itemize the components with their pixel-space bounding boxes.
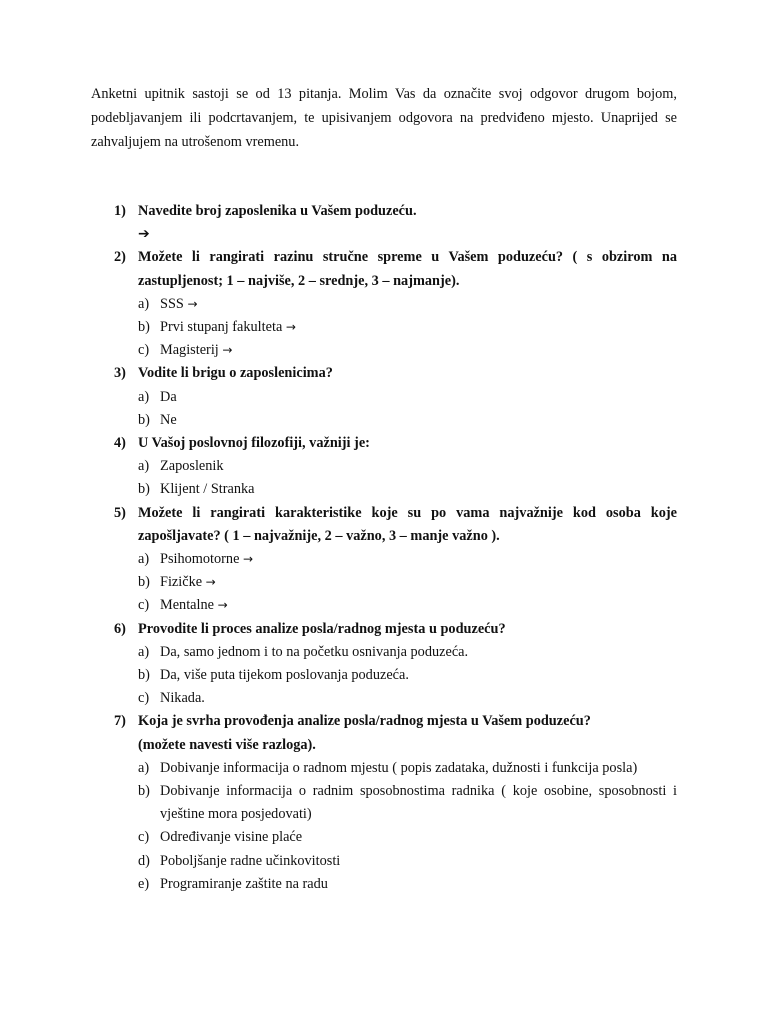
option-text: Ne xyxy=(160,411,177,428)
question-2-text: Možete li rangirati razinu stručne spreme u Vašem poduzeću? ( s obzirom na zastupljenost; 1 – najviše, 2 – srednje, 3 – najmanje). xyxy=(138,249,677,289)
option-text: Da, više puta tijekom poslovanja poduzeća. xyxy=(160,667,409,684)
question-3-option-b[interactable] xyxy=(91,409,677,432)
option-letter: a) xyxy=(138,458,150,475)
question-2-number: 2) xyxy=(114,249,126,266)
question-7-option-b[interactable] xyxy=(91,780,677,826)
option-letter: b) xyxy=(138,783,150,800)
question-6-option-b[interactable] xyxy=(91,664,677,687)
arrow-right-icon: → xyxy=(217,598,228,613)
answer-arrow-icon: ➔ xyxy=(138,226,150,243)
option-letter: b) xyxy=(138,667,150,684)
question-3-heading xyxy=(91,362,677,385)
question-7-option-e[interactable] xyxy=(91,873,677,896)
question-6-heading xyxy=(91,618,677,641)
option-letter: c) xyxy=(138,342,150,359)
arrow-right-icon: → xyxy=(187,296,198,311)
question-1-text: Navedite broj zaposlenika u Vašem poduzeću. xyxy=(138,203,417,219)
option-letter: a) xyxy=(138,551,150,568)
questions-list xyxy=(91,200,677,896)
intro-paragraph: Anketni upitnik sastoji se od 13 pitanja. Molim Vas da označite svoj odgovor drugom bojom, podebljavanjem ili podcrtavanjem, te upisivanjem odgovora na predviđeno mjesto. Unaprijed se zahvaljujem na utrošenom vremenu. xyxy=(91,86,677,150)
question-3-text: Vodite li brigu o zaposlenicima? xyxy=(138,365,333,382)
question-5-text: Možete li rangirati karakteristike koje su po vama najvažnije kod osoba koje zapošljavate? ( 1 – najvažnije, 2 – važno, 3 – manje važno ). xyxy=(138,504,677,544)
arrow-right-icon: → xyxy=(285,320,296,335)
question-7-text: Koja je svrha provođenja analize posla/radnog mjesta u Vašem poduzeću? xyxy=(138,713,591,730)
question-6-option-a[interactable] xyxy=(91,641,677,664)
option-text: Programiranje zaštite na radu xyxy=(160,875,328,892)
question-4-text: U Vašoj poslovnoj filozofiji, važniji je: xyxy=(138,435,370,452)
option-letter: c) xyxy=(138,829,150,846)
option-text: Psihomotorne xyxy=(160,551,240,568)
question-4 xyxy=(91,432,677,502)
option-text: Dobivanje informacija o radnim sposobnostima radnika ( koje osobine, sposobnosti i vještine mora posjedovati) xyxy=(160,783,677,823)
question-1 xyxy=(91,200,677,246)
option-text: Magisterij xyxy=(160,342,219,359)
question-1-number: 1) xyxy=(114,203,126,219)
option-letter: a) xyxy=(138,759,150,776)
option-letter: a) xyxy=(138,295,150,312)
question-7-heading xyxy=(91,710,677,733)
arrow-right-icon: → xyxy=(243,552,254,567)
question-7-option-c[interactable] xyxy=(91,826,677,849)
option-letter: b) xyxy=(138,319,150,336)
question-4-option-b[interactable] xyxy=(91,478,677,501)
question-3-option-a[interactable] xyxy=(91,386,677,409)
question-7-number: 7) xyxy=(114,713,126,730)
option-letter: e) xyxy=(138,875,150,892)
question-5-option-b[interactable] xyxy=(91,571,677,594)
question-6-text: Provodite li proces analize posla/radnog mjesta u poduzeću? xyxy=(138,620,506,637)
option-text: Nikada. xyxy=(160,690,205,707)
question-2-heading xyxy=(91,246,677,292)
option-letter: b) xyxy=(138,411,150,428)
question-5-option-a[interactable] xyxy=(91,548,677,571)
question-2 xyxy=(91,246,677,362)
option-letter: c) xyxy=(138,690,150,707)
option-text: Klijent / Stranka xyxy=(160,481,255,498)
question-5-option-c[interactable] xyxy=(91,594,677,617)
arrow-right-icon: → xyxy=(205,575,216,590)
question-7 xyxy=(91,710,677,896)
option-text: Zaposlenik xyxy=(160,458,224,475)
option-letter: c) xyxy=(138,597,150,614)
question-2-option-b[interactable] xyxy=(91,316,677,339)
option-text: Poboljšanje radne učinkovitosti xyxy=(160,852,341,869)
option-letter: a) xyxy=(138,388,150,405)
question-7-option-a[interactable] xyxy=(91,757,677,780)
question-5-number: 5) xyxy=(114,504,126,521)
question-5 xyxy=(91,502,677,618)
option-text: Određivanje visine plaće xyxy=(160,829,303,846)
question-5-heading xyxy=(91,502,677,548)
question-4-option-a[interactable] xyxy=(91,455,677,478)
question-4-heading xyxy=(91,432,677,455)
option-letter: d) xyxy=(138,852,150,869)
question-3 xyxy=(91,362,677,432)
option-text: Prvi stupanj fakulteta xyxy=(160,319,283,336)
question-4-number: 4) xyxy=(114,435,126,452)
question-2-option-c[interactable] xyxy=(91,339,677,362)
option-text: Mentalne xyxy=(160,597,214,614)
option-text: Dobivanje informacija o radnom mjestu ( popis zadataka, dužnosti i funkcija posla) xyxy=(160,759,638,776)
question-2-option-a[interactable] xyxy=(91,293,677,316)
option-text: Da, samo jednom i to na početku osnivanja poduzeća. xyxy=(160,643,469,660)
question-6-number: 6) xyxy=(114,620,126,637)
question-7-subtext: (možete navesti više razloga). xyxy=(138,736,316,753)
option-text: SSS xyxy=(160,295,184,312)
option-letter: b) xyxy=(138,574,150,591)
question-6-option-c[interactable] xyxy=(91,687,677,710)
question-6 xyxy=(91,618,677,711)
question-7-option-d[interactable] xyxy=(91,850,677,873)
option-letter: a) xyxy=(138,643,150,660)
option-letter: b) xyxy=(138,481,150,498)
option-text: Fizičke xyxy=(160,574,203,591)
option-text: Da xyxy=(160,388,177,405)
arrow-right-icon: → xyxy=(222,343,233,358)
question-1-heading xyxy=(91,200,677,223)
question-3-number: 3) xyxy=(114,365,126,382)
